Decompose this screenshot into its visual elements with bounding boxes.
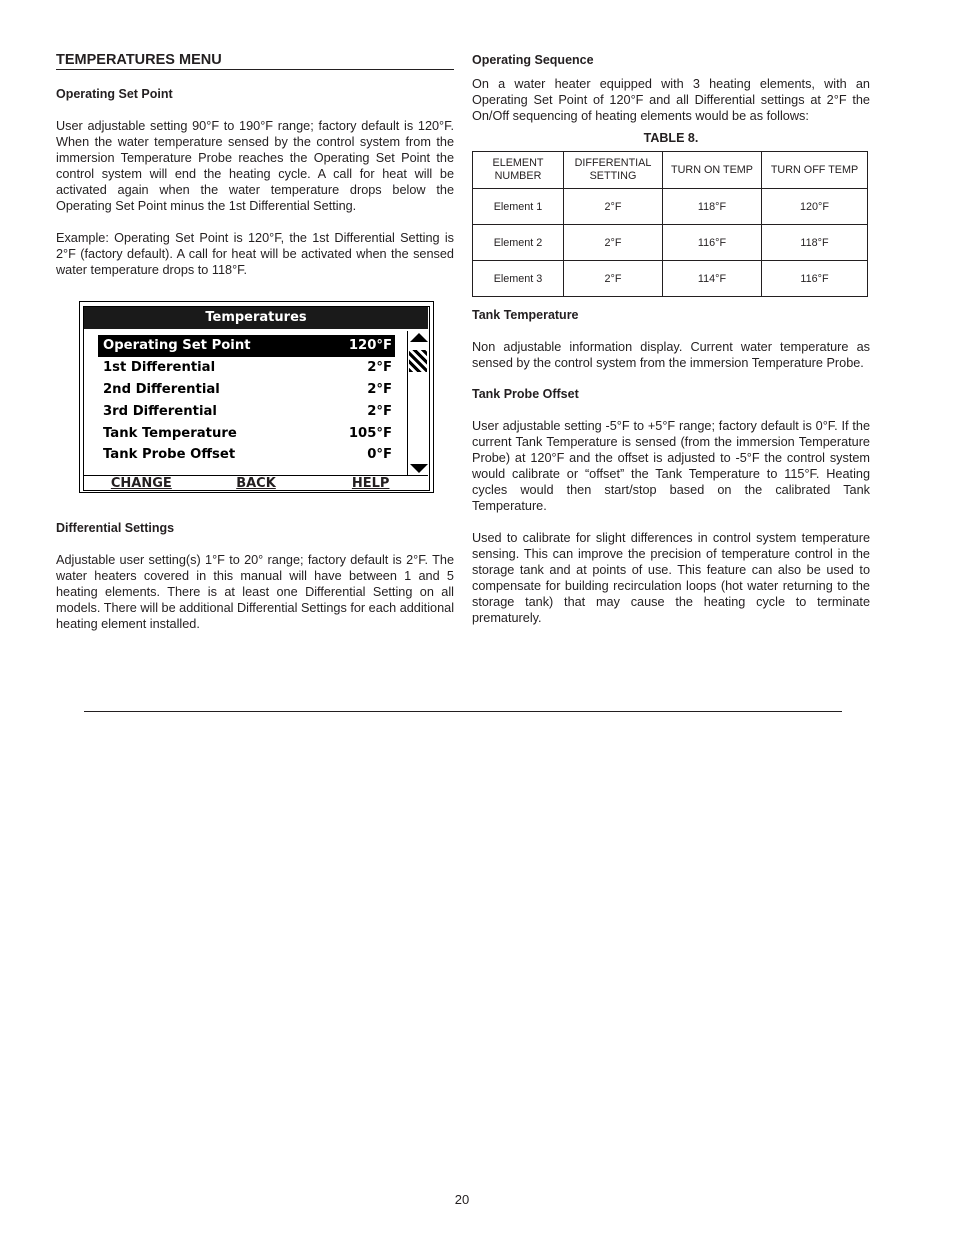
menu-row-tank-temperature[interactable] <box>98 422 395 444</box>
change-softkey[interactable]: CHANGE <box>110 476 172 491</box>
column-header: DIFFERENTIAL SETTING <box>564 152 663 189</box>
table-cell: 120°F <box>762 189 868 225</box>
table-cell: 116°F <box>663 225 762 261</box>
operating-set-point-text: User adjustable setting 90°F to 190°F range; factory default is 120°F. When the water temperature sensed by the control system from the immersion Temperature Probe reaches the Operating Set Point the control system will end the heating cycle. A call for heat will be activated again when the water temperature drops below the Operating Set Point minus the 1st Differential Setting. <box>56 119 454 213</box>
tank-temperature-text: Non adjustable information display. Current water temperature as sensed by the control system from the immersion Temperature Probe. <box>472 340 870 370</box>
display-menu <box>98 335 395 466</box>
table-cell: Element 1 <box>473 189 564 225</box>
table-row <box>473 189 868 225</box>
table-cell: Element 3 <box>473 261 564 297</box>
display-title: Temperatures <box>84 307 428 329</box>
column-header: ELEMENT NUMBER <box>473 152 564 189</box>
table-cell: 2°F <box>564 261 663 297</box>
menu-row-value: 2°F <box>367 381 392 397</box>
table-cell: 118°F <box>663 189 762 225</box>
menu-row-value: 105°F <box>348 425 392 441</box>
menu-row-operating-set-point[interactable] <box>98 335 395 357</box>
right-column <box>472 52 870 626</box>
section-title: TEMPERATURES MENU <box>56 52 454 70</box>
table-cell: 2°F <box>564 189 663 225</box>
column-header: TURN ON TEMP <box>663 152 762 189</box>
table-cell: 116°F <box>762 261 868 297</box>
tank-probe-offset-text: User adjustable setting -5°F to +5°F range; factory default is 0°F. If the current Tank Temperature is sensed (from the immersion Temperature Probe) at 120°F and the offset is adjusted to -5°F the control system would calibrate or “offset” the Tank Temperature to 115°F. Heating cycles would then start/stop based on the calibrated Tank Temperature. <box>472 419 870 513</box>
tank-probe-offset-heading: Tank Probe Offset <box>472 387 579 401</box>
menu-row-value: 2°F <box>367 360 392 376</box>
scrollbar[interactable] <box>407 331 428 475</box>
table-row <box>473 261 868 297</box>
menu-row-label: 2nd Differential <box>103 381 220 397</box>
differential-text: Adjustable user setting(s) 1°F to 20° range; factory default is 2°F. The water heaters covered in this manual will have between 1 and 5 heating elements. There is at least one Differential Setting on all models. There will be additional Differential Settings for each additional heating element installed. <box>56 553 455 631</box>
temperatures-display <box>79 301 434 493</box>
menu-row-label: Tank Probe Offset <box>103 447 236 463</box>
table-header-row <box>473 152 868 189</box>
menu-row-value: 2°F <box>367 403 392 419</box>
back-softkey[interactable]: BACK <box>236 476 276 491</box>
menu-row-value: 120°F <box>348 338 392 354</box>
menu-row-tank-probe-offset[interactable] <box>98 444 395 466</box>
menu-row-label: Operating Set Point <box>103 338 251 354</box>
softkey-bar <box>84 475 428 491</box>
table-cell: 2°F <box>564 225 663 261</box>
differential-section <box>56 520 454 632</box>
table-cell: 114°F <box>663 261 762 297</box>
menu-row-label: 1st Differential <box>103 360 216 376</box>
left-column <box>56 52 454 278</box>
help-softkey[interactable]: HELP <box>351 476 390 491</box>
operating-sequence-text: On a water heater equipped with 3 heating elements, with an Operating Set Point of 120°F and all Differential settings at 2°F the On/Off sequencing of heating elements would be as follows: <box>472 77 870 123</box>
menu-row-label: 3rd Differential <box>103 403 217 419</box>
menu-row-3rd-differential[interactable] <box>98 400 395 422</box>
scroll-up-arrow-icon[interactable] <box>410 333 428 342</box>
table-row <box>473 225 868 261</box>
menu-row-1st-differential[interactable] <box>98 357 395 379</box>
menu-row-label: Tank Temperature <box>103 425 237 441</box>
differential-heading: Differential Settings <box>56 521 175 535</box>
table-cell: Element 2 <box>473 225 564 261</box>
table-caption: TABLE 8. <box>643 131 699 145</box>
menu-row-2nd-differential[interactable] <box>98 379 395 401</box>
menu-row-value: 0°F <box>367 447 392 463</box>
tank-temperature-heading: Tank Temperature <box>472 308 579 322</box>
operating-sequence-heading: Operating Sequence <box>472 53 594 67</box>
scroll-thumb[interactable] <box>409 350 427 372</box>
operating-set-point-example: Example: Operating Set Point is 120°F, the 1st Differential Setting is 2°F (factory default). A call for heat will be activated when the sensed water temperature drops to 118°F. <box>56 231 454 277</box>
table-cell: 118°F <box>762 225 868 261</box>
display-screen <box>83 306 430 491</box>
operating-set-point-heading: Operating Set Point <box>56 87 173 101</box>
column-header: TURN OFF TEMP <box>762 152 868 189</box>
tank-probe-offset-calibration-text: Used to calibrate for slight differences in control system temperature sensing. This can improve the precision of temperature control in the storage tank and at points of use. This feature can also be used to compensate for building recirculation loops (hot water returning to the storage tank) that may cause the heating cycle to terminate prematurely. <box>472 531 870 625</box>
page-number: 20 <box>454 1192 470 1207</box>
sequence-table <box>472 151 868 297</box>
section-divider <box>84 711 842 712</box>
scroll-down-arrow-icon[interactable] <box>410 464 428 473</box>
